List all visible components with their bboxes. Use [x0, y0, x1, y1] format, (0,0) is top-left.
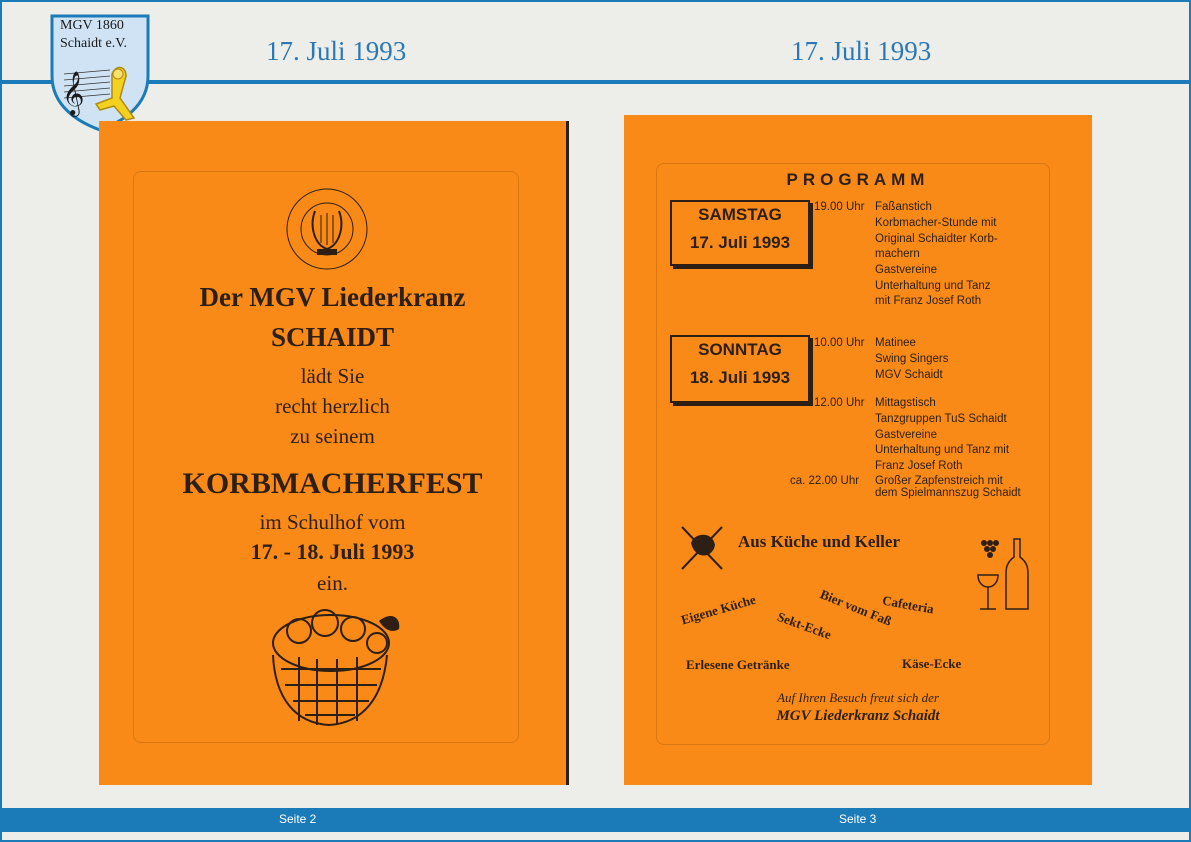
schedule-time: 12.00 Uhr	[814, 397, 865, 409]
schedule-item: mit Franz Josef Roth	[875, 295, 982, 307]
schedule-item: Original Schaidter Korb-	[875, 233, 998, 245]
page-number-left: Seite 2	[279, 812, 317, 826]
invite-line-7: ein.	[317, 571, 348, 595]
wine-bottle-icon	[974, 535, 1034, 613]
day-box-sunday	[670, 335, 810, 403]
invite-event-name: KORBMACHERFEST	[182, 467, 483, 500]
kitchen-heading: Aus Küche und Keller	[738, 532, 900, 551]
invite-line-3: lädt Sie	[300, 364, 365, 388]
invite-title: Der MGV Liederkranz	[199, 282, 466, 312]
club-logo	[50, 14, 150, 132]
schedule-item: Matinee	[875, 337, 916, 349]
schedule-item: Tanzgruppen TuS Schaidt	[875, 413, 1007, 425]
day-date-sunday: 18. Juli 1993	[689, 368, 791, 387]
invite-dates: 17. - 18. Juli 1993	[250, 539, 415, 564]
menu-getraenke: Erlesene Getränke	[686, 657, 790, 672]
cutlery-icon	[676, 523, 728, 573]
svg-text:𝄞: 𝄞	[62, 71, 85, 115]
flyer-invitation	[99, 121, 569, 785]
schedule-item: Franz Josef Roth	[875, 460, 963, 472]
invite-line-6: im Schulhof vom	[259, 510, 406, 534]
invite-town: SCHAIDT	[270, 322, 395, 352]
schedule-time: ca. 22.00 Uhr	[790, 475, 860, 487]
schedule-item: Gastvereine	[875, 264, 938, 276]
schedule-item: MGV Schaidt	[875, 369, 943, 381]
flyer-program	[624, 115, 1092, 785]
choir-seal-icon	[279, 187, 375, 271]
schedule-item: machern	[875, 248, 920, 260]
page-number-right: Seite 3	[839, 812, 877, 826]
header-divider	[0, 80, 1191, 84]
closing-line-2: MGV Liederkranz Schaidt	[776, 708, 940, 724]
header-date-right: 17. Juli 1993	[791, 36, 932, 66]
schedule-item: Unterhaltung und Tanz mit	[875, 444, 1010, 456]
schedule-item: dem Spielmannszug Schaidt	[875, 487, 1021, 499]
menu-kaese-ecke: Käse-Ecke	[902, 656, 962, 671]
invite-line-4: recht herzlich	[275, 394, 390, 418]
schedule-item: Swing Singers	[875, 353, 949, 365]
logo-line-2: Schaidt e.V.	[60, 36, 128, 51]
closing-line-1: Auf Ihren Besuch freut sich der	[777, 690, 939, 705]
day-name-saturday: SAMSTAG	[698, 205, 782, 224]
program-title: PROGRAMM	[786, 170, 930, 189]
invite-line-5: zu seinem	[290, 424, 375, 448]
schedule-item: Korbmacher-Stunde mit	[875, 217, 997, 229]
logo-line-1: MGV 1860	[60, 18, 124, 33]
menu-sekt-ecke: Sekt-Ecke	[775, 608, 834, 643]
menu-eigene-kueche: Eigene Küche	[679, 591, 758, 628]
footer-bar	[0, 808, 1191, 832]
day-box-saturday	[670, 200, 810, 266]
day-date-saturday: 17. Juli 1993	[689, 233, 791, 252]
fruit-basket-icon	[259, 603, 409, 733]
day-name-sunday: SONNTAG	[698, 340, 782, 359]
schedule-item: Großer Zapfenstreich mit	[875, 475, 1003, 487]
schedule-item: Faßanstich	[875, 201, 932, 213]
schedule-item: Gastvereine	[875, 429, 938, 441]
schedule-time: 19.00 Uhr	[814, 201, 865, 213]
schedule-item: Mittagstisch	[875, 397, 936, 409]
schedule-item: Unterhaltung und Tanz	[875, 280, 991, 292]
menu-bier: Bier vom Faß	[818, 586, 894, 629]
header-date-left: 17. Juli 1993	[266, 36, 407, 66]
menu-cafeteria: Cafeteria	[881, 592, 935, 617]
schedule-time: 10.00 Uhr	[814, 337, 865, 349]
